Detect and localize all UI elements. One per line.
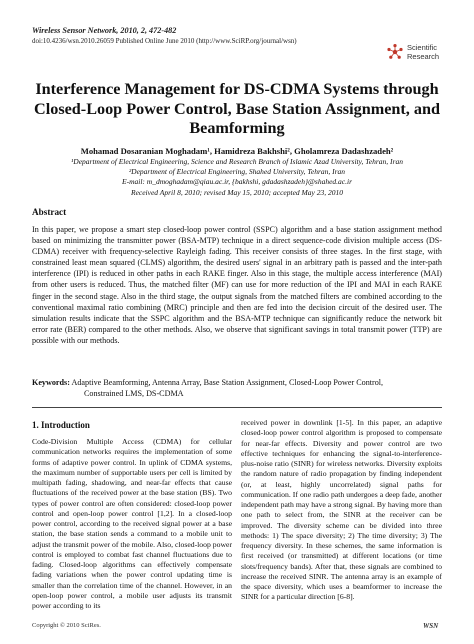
abstract-heading: Abstract <box>32 207 67 217</box>
introduction-heading: 1. Introduction <box>32 420 90 430</box>
author-emails: E-mail: m_dmoghadam@qiau.ac.ir, {bakhshi, gdadashzadeh}@shahed.ac.ir <box>122 177 352 186</box>
footer-journal-abbr: WSN <box>423 622 439 630</box>
doi-line: doi:10.4236/wsn.2010.26059 Published Online June 2010 (http://www.SciRP.org/journal/wsn) <box>32 37 297 45</box>
journal-citation: Wireless Sensor Network, 2010, 2, 472-482 <box>32 26 177 35</box>
logo-line-2: Research <box>407 52 440 61</box>
author-list: Mohamad Dosaranian Moghadam¹, Hamidreza Bakhshi², Gholamreza Dadashzadeh² <box>80 146 394 156</box>
introduction-right-column: received power in downlink [1-5]. In this paper, an adaptive closed-loop power control algorithm is proposed to compensate for near-far effects. Diversity and power control are two effective techniques for enhancing the signal-to-interference-plus-noise ratio (SINR) for wireless networks. Diversity exploits the random nature of radio propagation by finding independent (or, at least, highly uncorrelated) signal paths for communication. If one radio path undergoes a deep fade, another independent path may have a strong signal. By having more than one path to select from, the SINR at the receiver can be improved. The diversity scheme can be divided into three methods: 1) The space diversity; 2) The time diversity; 3) The frequency diversity. In these schemes, the same information is first received (or transmitted) at different locations (or time slots/frequency bands). After that, these signals are combined to increase the received SINR. The antenna array is an example of the space diversity, which uses a beamformer to increase the SINR for a particular direction [6-8]. <box>241 418 442 602</box>
footer-copyright: Copyright © 2010 SciRes. <box>32 622 101 629</box>
logo-line-1: Scientific <box>407 43 438 52</box>
logo-text <box>407 43 439 61</box>
keywords-label: Keywords: <box>32 378 70 387</box>
publisher-logo <box>386 42 452 66</box>
section-divider <box>32 407 442 408</box>
keywords-block <box>32 377 442 399</box>
affiliation-2: ²Department of Electrical Engineering, Shahed University, Tehran, Iran <box>128 167 346 176</box>
paper-title: Interference Management for DS-CDMA Systems through Closed-Loop Power Control, Base Station Assignment, and Beamforming <box>34 80 440 137</box>
affiliation-1: ¹Department of Electrical Engineering, Science and Research Branch of Islamic Azad University, Tehran, Iran <box>71 157 403 166</box>
scientific-research-logo-icon <box>386 43 404 61</box>
introduction-left-column: Code-Division Multiple Access (CDMA) for cellular communication networks requires the implementation of some forms of adaptive power control. In uplink of CDMA systems, the maximum number of supportable users per cell is limited by multipath fading, shadowing, and near-far effects that cause fluctuations of the received power at the base station (BS). Two types of power control are often considered: closed-loop power control and open-loop power control [1,2]. In a closed-loop power control, according to the received signal power at a base station, the base station sends a command to a mobile unit to adjust the transmit power of the mobile. Also, closed-loop power control is employed to combat fast channel fluctuations due to fading. Closed-loop algorithms can effectively compensate fading variations when the power control updating time is smaller than the correlation time of the channel. However, in an open-loop power control, a mobile user adjusts its transmit power according to its <box>32 437 232 610</box>
submission-dates: Received April 8, 2010; revised May 15, 2010; accepted May 23, 2010 <box>130 188 344 197</box>
abstract-body: In this paper, we propose a smart step closed-loop power control (SSPC) algorithm and a base station assignment method based on minimizing the transmitter power (BSA-MTP) technique in a direct sequence-code division multiple access (DS-CDMA) receiver with frequency-selective Rayleigh fading. This receiver consists of three stages. In the first stage, with constrained least mean squared (CLMS) algorithm, the desired users' signal in an arbitrary path is passed and the inter-path interference (IPI) is reduced in other paths in each RAKE finger. Also in this stage, the multiple access interference (MAI) from other users is reduced. Thus, the matched filter (MF) can use for more reduction of the IPI and MAI in each RAKE finger in the second stage. Also in the third stage, the output signals from the matched filters are combined according to the conventional maximal ratio combining (MRC) principle and then are fed into the decision circuit of the desired user. The simulation results indicate that the SSPC algorithm and the BSA-MTP technique can significantly reduce the network bit error rate (BER) compared to the other methods. Also, we observe that significant savings in total transmit power (TTP) are possible with our methods. <box>32 225 442 345</box>
keywords-line-2: Constrained LMS, DS-CDMA <box>84 389 184 399</box>
keywords-line-1: Adaptive Beamforming, Antenna Array, Base Station Assignment, Closed-Loop Power Control, <box>69 378 384 387</box>
